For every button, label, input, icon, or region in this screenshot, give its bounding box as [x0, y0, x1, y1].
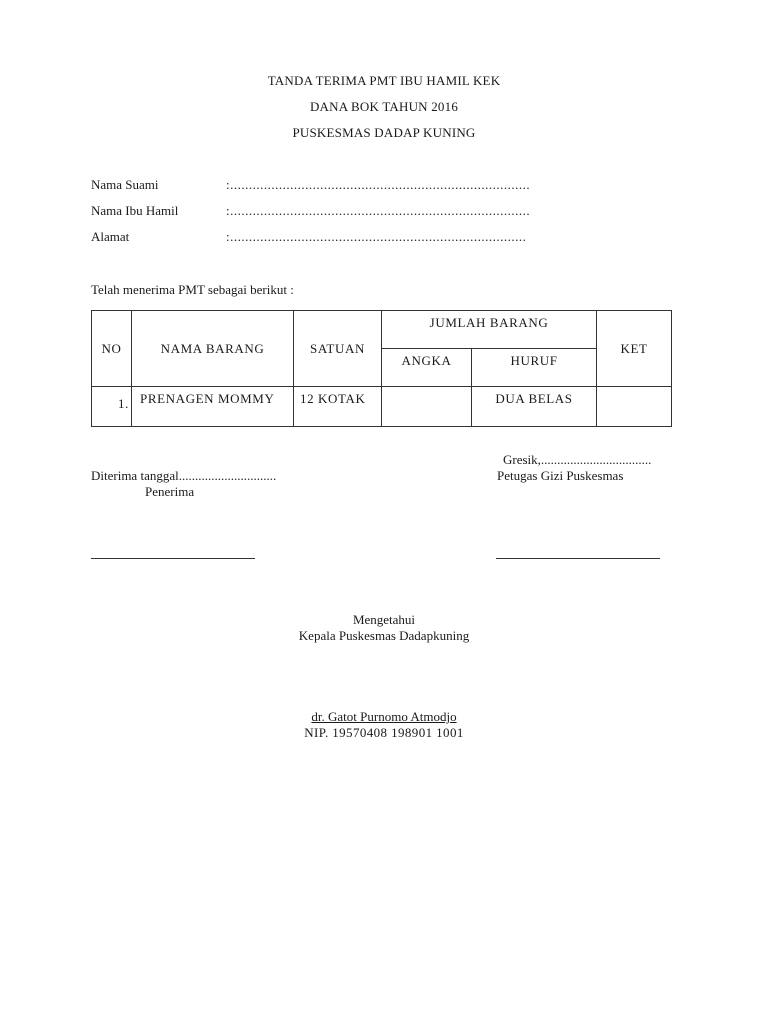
approval-label: Mengetahui: [352, 612, 416, 627]
receiver-role: Penerima: [145, 484, 195, 499]
field-dots-nama-suami: :................................................................................: [226, 177, 531, 192]
table-row: [92, 387, 672, 427]
approver-nip: NIP. 19570408 198901 1001: [304, 725, 464, 740]
receiver-signature-line: [91, 558, 255, 559]
header-satuan: SATUAN: [294, 311, 382, 387]
cell-nama-barang: PRENAGEN MOMMY: [132, 387, 294, 427]
approval-role: Kepala Puskesmas Dadapkuning: [298, 628, 470, 643]
intro-text: Telah menerima PMT sebagai berikut :: [91, 282, 294, 297]
header-jumlah-barang: JUMLAH BARANG: [382, 311, 597, 349]
cell-angka: [382, 387, 472, 427]
field-label-nama-suami: Nama Suami: [91, 177, 159, 192]
approver-name: dr. Gatot Purnomo Atmodjo: [311, 709, 457, 724]
header-huruf: HURUF: [472, 349, 597, 387]
field-label-alamat: Alamat: [91, 229, 130, 244]
received-date: Diterima tanggal..............................: [91, 468, 277, 483]
field-label-nama-ibu-hamil: Nama Ibu Hamil: [91, 203, 179, 218]
cell-no: 1.: [92, 387, 132, 427]
header-no: NO: [92, 311, 132, 387]
document-institution: PUSKESMAS DADAP KUNING: [292, 125, 476, 140]
cell-ket: [597, 387, 672, 427]
officer-signature-line: [496, 558, 660, 559]
items-table: [91, 310, 672, 427]
header-ket: KET: [597, 311, 672, 387]
field-dots-nama-ibu-hamil: :................................................................................: [226, 203, 531, 218]
header-nama-barang: NAMA BARANG: [132, 311, 294, 387]
place-date: Gresik,..................................: [503, 452, 652, 467]
document-title: TANDA TERIMA PMT IBU HAMIL KEK: [267, 73, 501, 88]
cell-huruf: DUA BELAS: [472, 387, 597, 427]
header-angka: ANGKA: [382, 349, 472, 387]
field-dots-alamat: :...............................................................................: [226, 229, 527, 244]
officer-role: Petugas Gizi Puskesmas: [497, 468, 624, 483]
document-subtitle: DANA BOK TAHUN 2016: [309, 99, 459, 114]
cell-satuan: 12 KOTAK: [294, 387, 382, 427]
